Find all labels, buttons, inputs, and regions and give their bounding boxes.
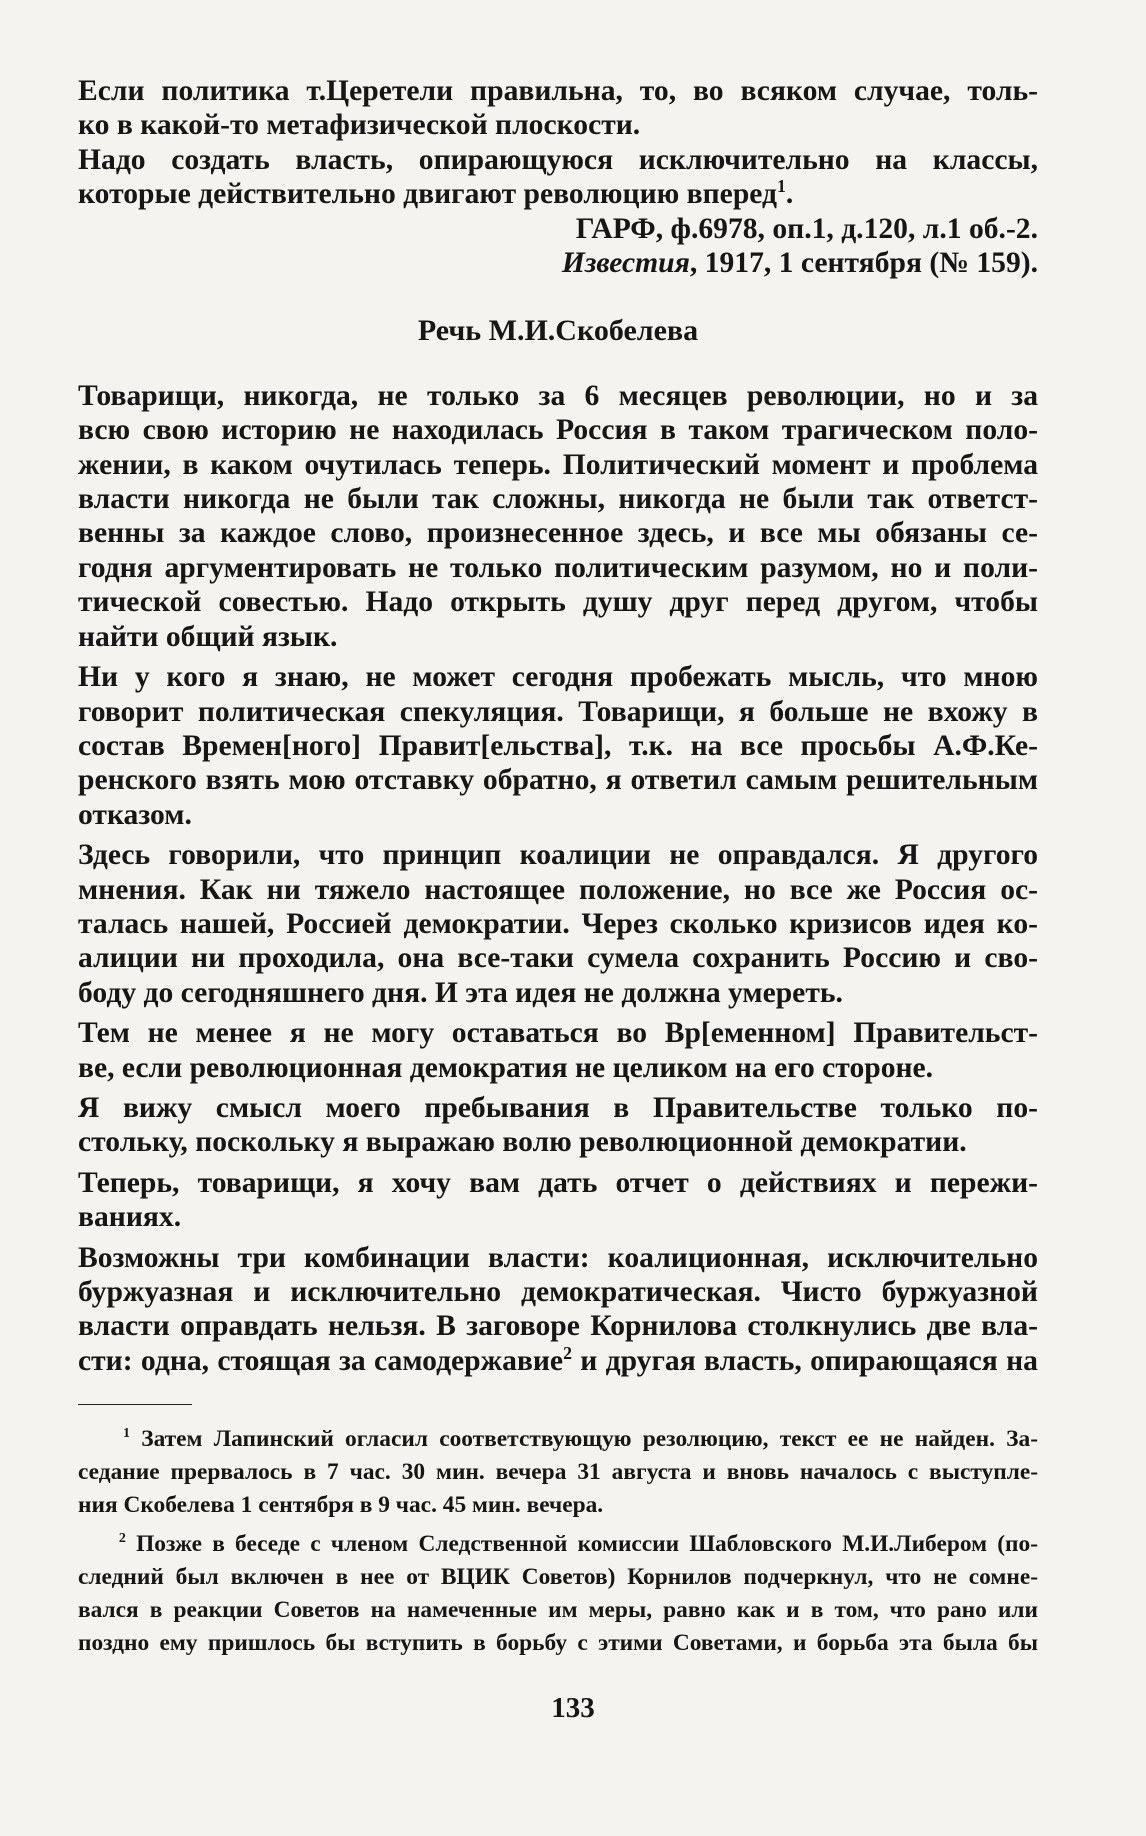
intro-paragraph-1 [78,74,1038,143]
text-line: талась нашей, Россией демократии. Через сколько кризисов идея ко- [78,907,1038,940]
footnote-separator [78,1404,192,1405]
text-line: Теперь, товарищи, я хочу вам дать отчет о действиях и пережи- [78,1166,1038,1199]
text-line: венны за каждое слово, произнесенное здесь, и все мы обязаны се- [78,517,1038,550]
text-line: мнения. Как ни тяжело настоящее положение, но все же Россия ос- [78,873,1038,906]
text-line: власти никогда не были так сложны, никогда не были так ответст- [78,483,1038,516]
footnote-ref-1: 1 [777,177,786,197]
speech-paragraph-last [78,1241,1038,1379]
text-line: ве, если революционная демократия не целиком на его стороне. [78,1051,934,1084]
speech-paragraph [78,379,1038,654]
text-line: говорит политическая спекуляция. Товарищи, я больше не вхожу в [78,695,1038,728]
page-number: 133 [551,1692,595,1724]
footnote-marker: 1 [122,1425,130,1442]
text-line: тической совестью. Надо открыть душу друг перед другом, чтобы [78,586,1038,619]
footnote-line: поздно ему пришлось бы вступить в борьбу с этими Советами, и борьба эта была бы [78,1630,1038,1657]
text-line: алиции ни проходила, она все-таки сумела сохранить Россию и сво- [78,942,1038,975]
text-line: ренского взять мою отставку обратно, я ответил самым решительным [78,764,1038,797]
footnote-line: вался в реакции Советов на намеченные им меры, равно как и в том, что рано или [78,1597,1038,1624]
speech-paragraph [78,1091,1038,1160]
text-fragment: . [785,178,794,211]
text-line: всю свою историю не находилась Россия в таком трагическом поло- [78,414,1038,447]
text-line: власти оправдать нельзя. В заговоре Корнилова столкнулись две вла- [78,1310,1038,1343]
text-line-with-footnote [78,1344,1038,1378]
text-line: Надо создать власть, опирающуюся исключительно на классы, [78,143,1038,176]
speech-heading: Речь М.И.Скобелева [417,314,699,348]
newspaper-details: , 1917, 1 сентября (№ 159). [689,247,1038,280]
text-line: Товарищи, никогда, не только за 6 месяцев революции, но и за [78,379,1038,412]
footnote-line: следний был включен в нее от ВЦИК Советов) Корнилов подчеркнул, что не сомне- [78,1564,1038,1591]
speech-paragraph [78,1016,1038,1085]
text-line: состав Времен[ного] Правит[ельства], т.к. на все просьбы А.Ф.Ке- [78,729,1038,762]
intro-paragraph-2 [78,143,1038,212]
source-citation [78,212,1038,281]
newspaper-reference [78,246,1038,280]
footnotes [78,1423,1038,1660]
text-line: отказом. [78,798,192,831]
text-line: годня аргументировать не только политическим разумом, но и поли- [78,551,1038,584]
speech-paragraph [78,1166,1038,1235]
text-fragment: сти: одна, стоящая за самодержавие [78,1344,564,1377]
newspaper-title: Известия [561,247,690,280]
text-line: Если политика т.Церетели правильна, то, во всяком случае, толь- [78,75,1038,107]
footnote-line: ния Скобелева 1 сентября в 9 час. 45 мин. вечера. [78,1492,604,1519]
speech-paragraph [78,660,1038,832]
footnote-line [78,1423,1038,1456]
text-fragment: Позже в беседе с членом Следственной комиссии Шабловского М.И.Либером (по- [136,1531,1038,1558]
text-line-with-footnote [78,177,1038,211]
footnote-2 [78,1528,1038,1660]
speech-paragraph [78,838,1038,1010]
text-line: Тем не менее я не могу оставаться во Вр[еменном] Правительст- [78,1017,1038,1050]
text-line: Я вижу смысл моего пребывания в Правительстве только по- [78,1091,1038,1124]
text-line: Здесь говорили, что принцип коалиции не оправдался. Я другого [78,839,1038,872]
archive-reference: ГАРФ, ф.6978, оп.1, д.120, л.1 об.-2. [575,212,1038,245]
footnote-marker: 2 [118,1530,126,1547]
footnote-ref-2: 2 [563,1343,572,1363]
footnote-1 [78,1423,1038,1522]
text-line: Возможны три комбинации власти: коалиционная, исключительно [78,1241,1038,1274]
text-line: буржуазная и исключительно демократическая. Чисто буржуазной [78,1276,1038,1308]
text-line: найти общий язык. [78,620,338,653]
text-fragment: и другая власть, опирающаяся на [571,1344,1038,1377]
text-line: ваниях. [78,1201,182,1234]
text-line: стольку, поскольку я выражаю волю революционной демократии. [78,1126,967,1159]
text-line: ко в какой-то метафизической плоскости. [78,109,641,142]
text-fragment: Затем Лапинский огласил соответствующую резолюцию, текст ее не найден. За- [141,1426,1038,1453]
text-fragment: которые действительно двигают революцию вперед [78,178,777,211]
text-line: боду до сегодняшнего дня. И эта идея не должна умереть. [78,976,843,1009]
footnote-line: седание прервалось в 7 час. 30 мин. вечера 31 августа и вновь началось с выступле- [78,1459,1038,1486]
speech-body [78,379,1038,1378]
text-line: Ни у кого я знаю, не может сегодня пробежать мысль, что мною [78,661,1038,694]
text-line: жении, в каком очутилась теперь. Политический момент и проблема [78,448,1038,481]
footnote-line [78,1528,1038,1561]
